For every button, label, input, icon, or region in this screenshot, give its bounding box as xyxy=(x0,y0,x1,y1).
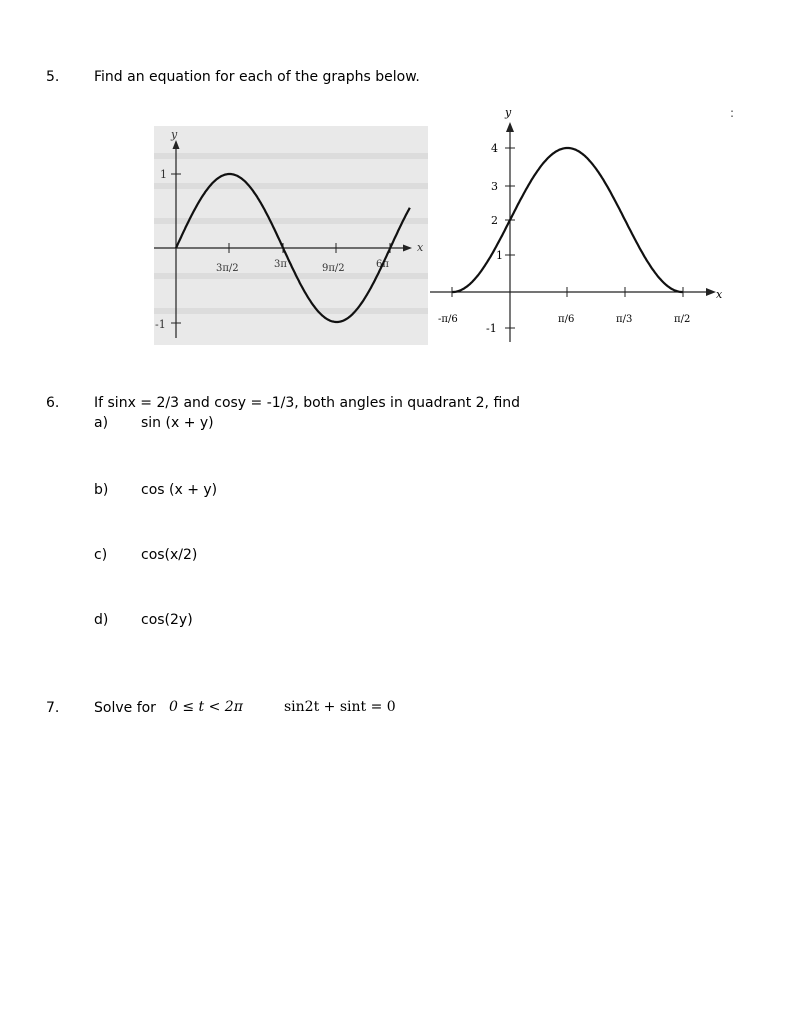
graph-2-y-arrow xyxy=(506,122,514,132)
corner-mark: : xyxy=(730,106,735,120)
graph-2-x-tick-label-4: π/2 xyxy=(674,314,691,325)
question-6c-label: c) xyxy=(94,547,108,563)
question-6a-label: a) xyxy=(94,415,109,431)
question-6c-text: cos(x/2) xyxy=(141,547,198,563)
graph-1-y-tick-label-1: 1 xyxy=(160,168,167,181)
graph-1-y-label: y xyxy=(171,128,178,141)
question-6d-text: cos(2y) xyxy=(141,612,193,628)
graph-1-x-tick-label-1: 3π/2 xyxy=(216,263,239,274)
graph-2-y-tick-label-1: 1 xyxy=(496,249,503,262)
graph-1-x-tick-label-3: 9π/2 xyxy=(322,263,345,274)
graph-2-y-tick-label-3: 3 xyxy=(491,180,498,193)
question-7-text: Solve for xyxy=(94,700,156,716)
graph-2 xyxy=(430,102,730,348)
graph-2-y-tick-label-4: 4 xyxy=(491,142,498,155)
question-6d-label: d) xyxy=(94,612,109,628)
question-6a-text: sin (x + y) xyxy=(141,415,214,431)
question-5-text: Find an equation for each of the graphs below. xyxy=(94,69,420,85)
graph-1-x-tick-label-2: 3π xyxy=(274,259,287,270)
question-7-equation: sin2t + sint = 0 xyxy=(284,699,396,715)
graph-2-y-label: y xyxy=(505,106,512,119)
graph-2-y-tick-label-2: 2 xyxy=(491,214,498,227)
graph-1-y-tick-label-neg1: -1 xyxy=(155,318,166,331)
question-6-text: If sinx = 2/3 and cosy = -1/3, both angles in quadrant 2, find xyxy=(94,395,521,411)
question-7-number: 7. xyxy=(46,700,60,716)
question-6-number: 6. xyxy=(46,395,60,411)
graph-2-x-tick-label-1: -π/6 xyxy=(438,314,458,325)
graph-2-x-label: x xyxy=(716,288,723,301)
graph-2-x-tick-label-2: π/6 xyxy=(558,314,575,325)
graph-1-x-tick-label-4: 6π xyxy=(376,259,389,270)
question-6b-label: b) xyxy=(94,482,109,498)
graph-1 xyxy=(154,126,428,345)
question-7-domain: 0 ≤ t < 2π xyxy=(169,699,243,715)
graph-2-curve xyxy=(453,148,683,292)
graph-2-x-tick-label-3: π/3 xyxy=(616,314,633,325)
question-6b-text: cos (x + y) xyxy=(141,482,218,498)
graph-2-y-tick-label-neg1: -1 xyxy=(486,322,497,335)
graph-1-x-label: x xyxy=(417,241,424,254)
question-5-number: 5. xyxy=(46,69,60,85)
graph-2-x-arrow xyxy=(706,288,716,296)
